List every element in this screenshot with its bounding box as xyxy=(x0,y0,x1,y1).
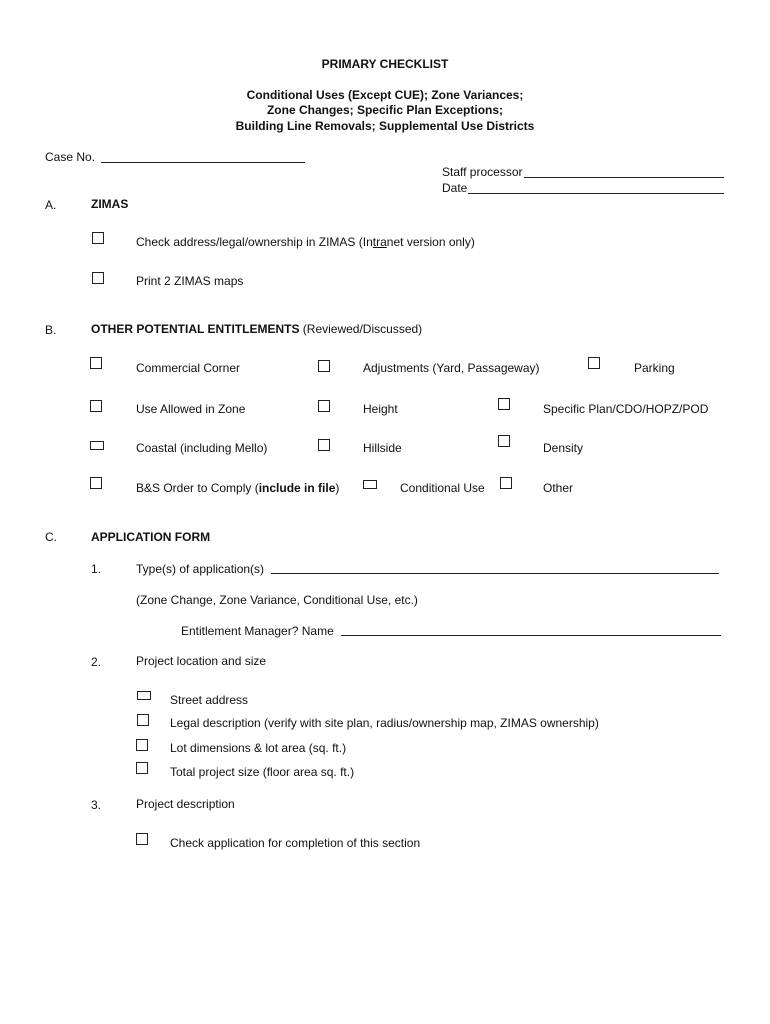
entitlement-manager-label: Entitlement Manager? Name xyxy=(181,624,334,638)
coastal-label: Coastal (including Mello) xyxy=(136,441,268,455)
staff-processor-field[interactable] xyxy=(524,177,724,178)
adjustments-checkbox[interactable] xyxy=(318,360,330,372)
section-c-letter: C. xyxy=(45,530,57,544)
case-no-field[interactable] xyxy=(101,162,305,163)
item-3-number: 3. xyxy=(91,798,102,812)
page-title: PRIMARY CHECKLIST xyxy=(321,57,449,71)
lot-dimensions-label: Lot dimensions & lot area (sq. ft.) xyxy=(170,741,347,755)
street-address-label: Street address xyxy=(170,693,249,707)
check-application-checkbox[interactable] xyxy=(136,833,148,845)
height-checkbox[interactable] xyxy=(318,400,330,412)
total-project-size-label: Total project size (floor area sq. ft.) xyxy=(170,765,355,779)
staff-processor-label: Staff processor xyxy=(442,165,523,179)
item-1-label: Type(s) of application(s) xyxy=(136,562,265,576)
section-c-heading: APPLICATION FORM xyxy=(91,530,211,544)
street-address-checkbox[interactable] xyxy=(137,691,151,700)
specific-plan-checkbox[interactable] xyxy=(498,398,510,410)
section-a-letter: A. xyxy=(45,198,57,212)
item-1-note: (Zone Change, Zone Variance, Conditional Use, etc.) xyxy=(136,593,418,607)
bs-order-label: B&S Order to Comply (include in file) xyxy=(136,481,340,495)
hillside-label: Hillside xyxy=(363,441,402,455)
item-2-number: 2. xyxy=(91,655,102,669)
conditional-use-checkbox[interactable] xyxy=(363,480,377,489)
item-3-label: Project description xyxy=(136,797,235,811)
item-2-label: Project location and size xyxy=(136,654,267,668)
height-label: Height xyxy=(363,402,398,416)
density-checkbox[interactable] xyxy=(498,435,510,447)
entitlement-manager-field[interactable] xyxy=(341,635,721,636)
subtitle-line-3: Building Line Removals; Supplemental Use Districts xyxy=(235,119,535,133)
legal-description-checkbox[interactable] xyxy=(137,714,149,726)
total-project-size-checkbox[interactable] xyxy=(136,762,148,774)
print-maps-checkbox[interactable] xyxy=(92,272,104,284)
check-application-label: Check application for completion of this section xyxy=(170,836,421,850)
commercial-corner-label: Commercial Corner xyxy=(136,361,241,375)
bs-order-checkbox[interactable] xyxy=(90,477,102,489)
specific-plan-label: Specific Plan/CDO/HOPZ/POD xyxy=(543,402,709,416)
other-checkbox[interactable] xyxy=(500,477,512,489)
parking-label: Parking xyxy=(634,361,675,375)
date-label: Date xyxy=(442,181,468,195)
subtitle-line-1: Conditional Uses (Except CUE); Zone Variances; xyxy=(246,88,524,102)
use-allowed-checkbox[interactable] xyxy=(90,400,102,412)
subtitle-line-2: Zone Changes; Specific Plan Exceptions; xyxy=(266,103,504,117)
section-b-heading: OTHER POTENTIAL ENTITLEMENTS (Reviewed/Discussed) xyxy=(91,322,423,336)
check-address-label: Check address/legal/ownership in ZIMAS (Intranet version only) xyxy=(136,235,475,249)
parking-checkbox[interactable] xyxy=(588,357,600,369)
commercial-corner-checkbox[interactable] xyxy=(90,357,102,369)
print-maps-label: Print 2 ZIMAS maps xyxy=(136,274,244,288)
section-b-letter: B. xyxy=(45,323,57,337)
application-type-field[interactable] xyxy=(271,573,719,574)
check-address-checkbox[interactable] xyxy=(92,232,104,244)
density-label: Density xyxy=(543,441,584,455)
coastal-checkbox[interactable] xyxy=(90,441,104,450)
conditional-use-label: Conditional Use xyxy=(400,481,485,495)
adjustments-label: Adjustments (Yard, Passageway) xyxy=(363,361,540,375)
item-1-number: 1. xyxy=(91,562,102,576)
use-allowed-label: Use Allowed in Zone xyxy=(136,402,246,416)
case-no-label: Case No. xyxy=(45,150,96,164)
section-a-heading: ZIMAS xyxy=(91,197,129,211)
hillside-checkbox[interactable] xyxy=(318,439,330,451)
legal-description-label: Legal description (verify with site plan, radius/ownership map, ZIMAS ownership) xyxy=(170,716,599,730)
lot-dimensions-checkbox[interactable] xyxy=(136,739,148,751)
other-label: Other xyxy=(543,481,574,495)
date-field[interactable] xyxy=(468,193,724,194)
